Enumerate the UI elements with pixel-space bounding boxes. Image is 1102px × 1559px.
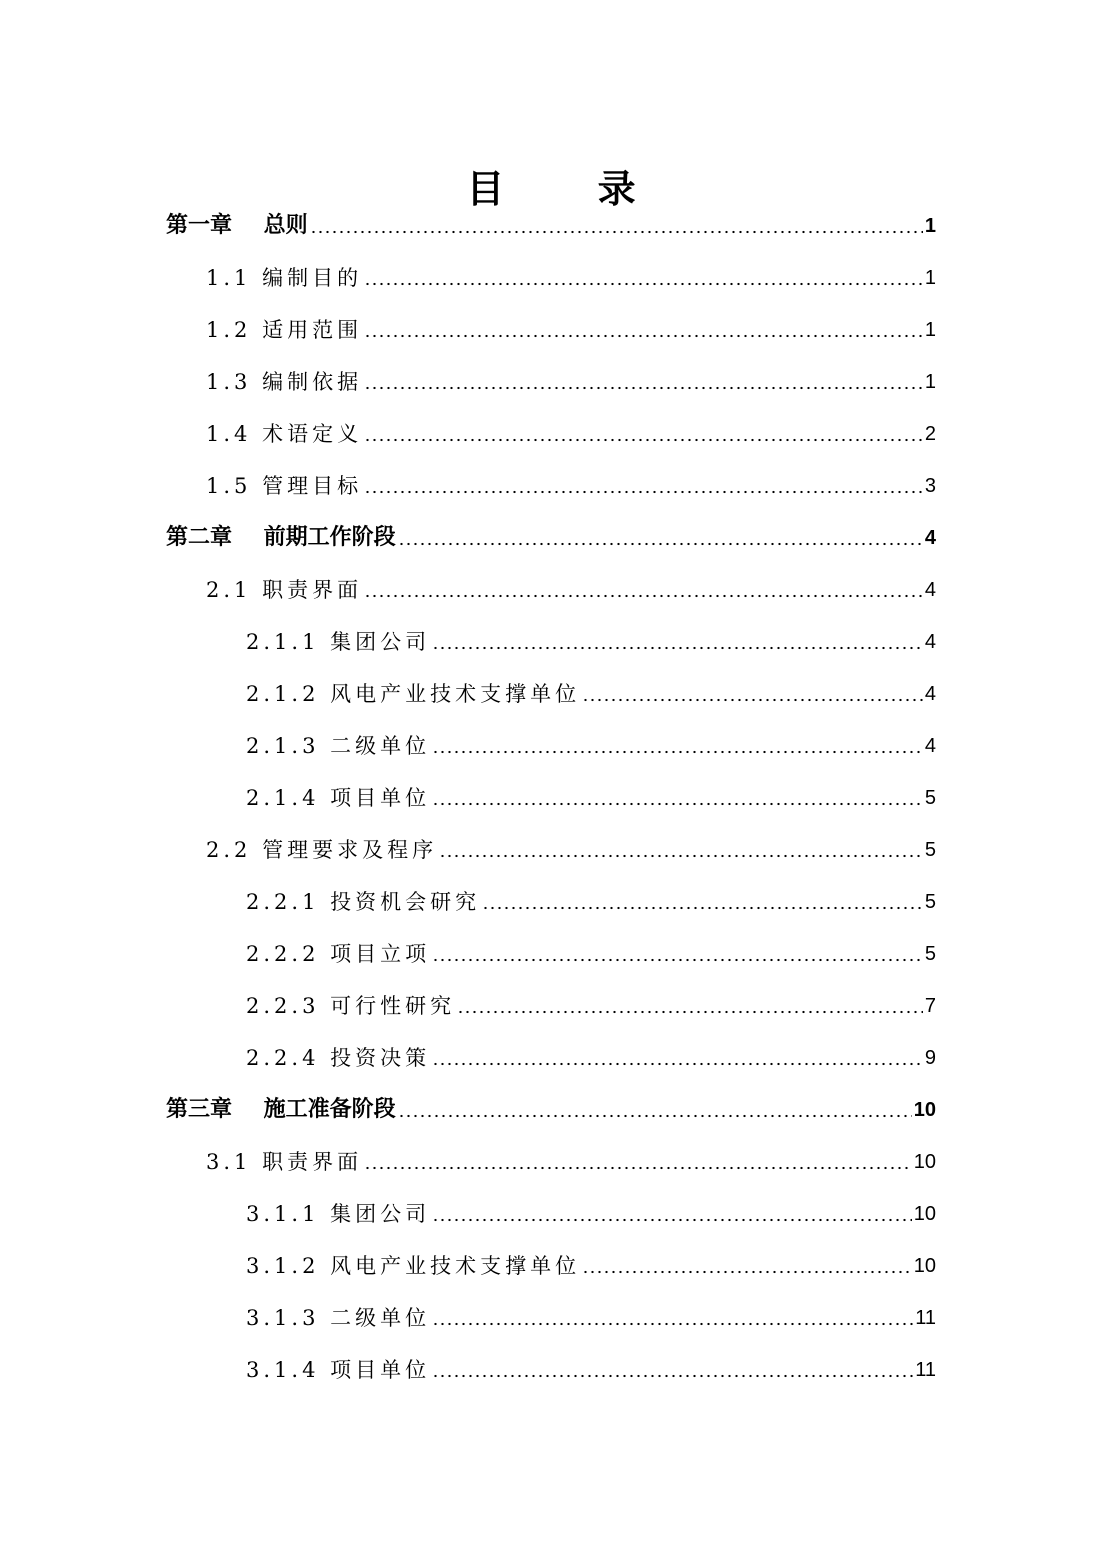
toc-entry-label: 1.4 术语定义 — [206, 422, 363, 446]
toc-dot-leader — [482, 906, 923, 910]
toc-entry-label: 3.1.3 二级单位 — [246, 1306, 431, 1330]
toc-entry-page-number: 4 — [924, 735, 936, 757]
toc-entry-page-number: 1 — [924, 215, 936, 237]
toc-entry-label: 1.2 适用范围 — [206, 318, 363, 342]
toc-title: 目 录 — [466, 167, 676, 212]
toc-entry[interactable] — [206, 252, 936, 292]
toc-entry-label: 3.1.2 风电产业技术支撑单位 — [246, 1254, 581, 1278]
toc-entry[interactable] — [246, 1240, 936, 1280]
toc-entry[interactable] — [166, 200, 936, 240]
toc-entry[interactable] — [246, 616, 936, 656]
toc-entry-label: 第三章 施工准备阶段 — [166, 1097, 396, 1122]
toc-dot-leader — [310, 230, 923, 234]
toc-entry-label: 3.1.1 集团公司 — [246, 1202, 431, 1226]
toc-entry-page-number: 3 — [924, 475, 936, 497]
toc-dot-leader — [582, 1270, 912, 1274]
toc-entry[interactable] — [246, 1292, 936, 1332]
toc-entry-page-number: 10 — [913, 1203, 936, 1225]
toc-entry-page-number: 4 — [924, 631, 936, 653]
toc-dot-leader — [582, 698, 923, 702]
toc-dot-leader — [439, 854, 923, 858]
toc-entry-page-number: 11 — [915, 1307, 936, 1329]
toc-entry[interactable] — [246, 720, 936, 760]
toc-entry-label: 1.3 编制依据 — [206, 370, 363, 394]
toc-entry-label: 2.1.3 二级单位 — [246, 734, 431, 758]
toc-dot-leader — [364, 438, 923, 442]
toc-entry[interactable] — [206, 1136, 936, 1176]
toc-entry-label: 2.1 职责界面 — [206, 578, 363, 602]
toc-dot-leader — [364, 386, 923, 390]
toc-entry-page-number: 4 — [924, 683, 936, 705]
toc-dot-leader — [398, 1114, 912, 1118]
toc-entry-page-number: 2 — [924, 423, 936, 445]
toc-entry-label: 2.2.3 可行性研究 — [246, 994, 456, 1018]
toc-dot-leader — [432, 1322, 913, 1326]
toc-dot-leader — [457, 1010, 923, 1014]
toc-entry-page-number: 1 — [924, 267, 936, 289]
toc-dot-leader — [432, 1062, 923, 1066]
toc-entry-page-number: 5 — [924, 787, 936, 809]
toc-entry[interactable] — [206, 408, 936, 448]
toc-dot-leader — [364, 594, 923, 598]
toc-entry-page-number: 4 — [924, 527, 936, 549]
toc-entry[interactable] — [246, 1032, 936, 1072]
toc-entry-page-number: 11 — [915, 1359, 936, 1381]
toc-entry-page-number: 5 — [924, 891, 936, 913]
toc-dot-leader — [432, 802, 923, 806]
toc-entry-label: 2.2 管理要求及程序 — [206, 838, 438, 862]
toc-entry[interactable] — [246, 668, 936, 708]
toc-entry-label: 第一章 总则 — [166, 213, 308, 238]
toc-entry[interactable] — [206, 564, 936, 604]
toc-entry-label: 2.2.4 投资决策 — [246, 1046, 431, 1070]
toc-entry-page-number: 1 — [924, 371, 936, 393]
toc-entry-page-number: 10 — [913, 1151, 936, 1173]
toc-entry[interactable] — [246, 772, 936, 812]
toc-entry-page-number: 10 — [913, 1255, 936, 1277]
toc-entry[interactable] — [246, 980, 936, 1020]
toc-entry-page-number: 5 — [924, 943, 936, 965]
toc-entry-label: 2.1.4 项目单位 — [246, 786, 431, 810]
toc-entry-page-number: 7 — [924, 995, 936, 1017]
toc-entry[interactable] — [246, 928, 936, 968]
toc-entry-label: 2.1.1 集团公司 — [246, 630, 431, 654]
toc-entry[interactable] — [206, 356, 936, 396]
toc-dot-leader — [432, 750, 923, 754]
toc-entry[interactable] — [206, 824, 936, 864]
toc-entry[interactable] — [166, 1084, 936, 1124]
toc-entry[interactable] — [246, 1344, 936, 1384]
toc-dot-leader — [364, 334, 923, 338]
toc-entry-label: 1.1 编制目的 — [206, 266, 363, 290]
toc-dot-leader — [398, 542, 923, 546]
toc-entry-label: 3.1.4 项目单位 — [246, 1358, 431, 1382]
toc-dot-leader — [364, 490, 923, 494]
toc-entry[interactable] — [246, 876, 936, 916]
toc-dot-leader — [432, 1374, 913, 1378]
toc-entry-label: 3.1 职责界面 — [206, 1150, 363, 1174]
toc-entry-page-number: 10 — [913, 1099, 936, 1121]
toc-entry-page-number: 9 — [924, 1047, 936, 1069]
toc-dot-leader — [364, 1166, 912, 1170]
toc-entry[interactable] — [206, 460, 936, 500]
toc-entry[interactable] — [166, 512, 936, 552]
toc-dot-leader — [432, 958, 923, 962]
toc-entry[interactable] — [206, 304, 936, 344]
toc-dot-leader — [432, 1218, 912, 1222]
toc-dot-leader — [432, 646, 923, 650]
toc-entry-page-number: 5 — [924, 839, 936, 861]
toc-dot-leader — [364, 282, 923, 286]
toc-entry-label: 1.5 管理目标 — [206, 474, 363, 498]
toc-entry[interactable] — [246, 1188, 936, 1228]
toc-entry-label: 第二章 前期工作阶段 — [166, 525, 396, 550]
toc-entry-page-number: 4 — [924, 579, 936, 601]
toc-entry-label: 2.2.2 项目立项 — [246, 942, 431, 966]
toc-entry-page-number: 1 — [924, 319, 936, 341]
toc-entry-label: 2.2.1 投资机会研究 — [246, 890, 481, 914]
toc-entry-label: 2.1.2 风电产业技术支撑单位 — [246, 682, 581, 706]
